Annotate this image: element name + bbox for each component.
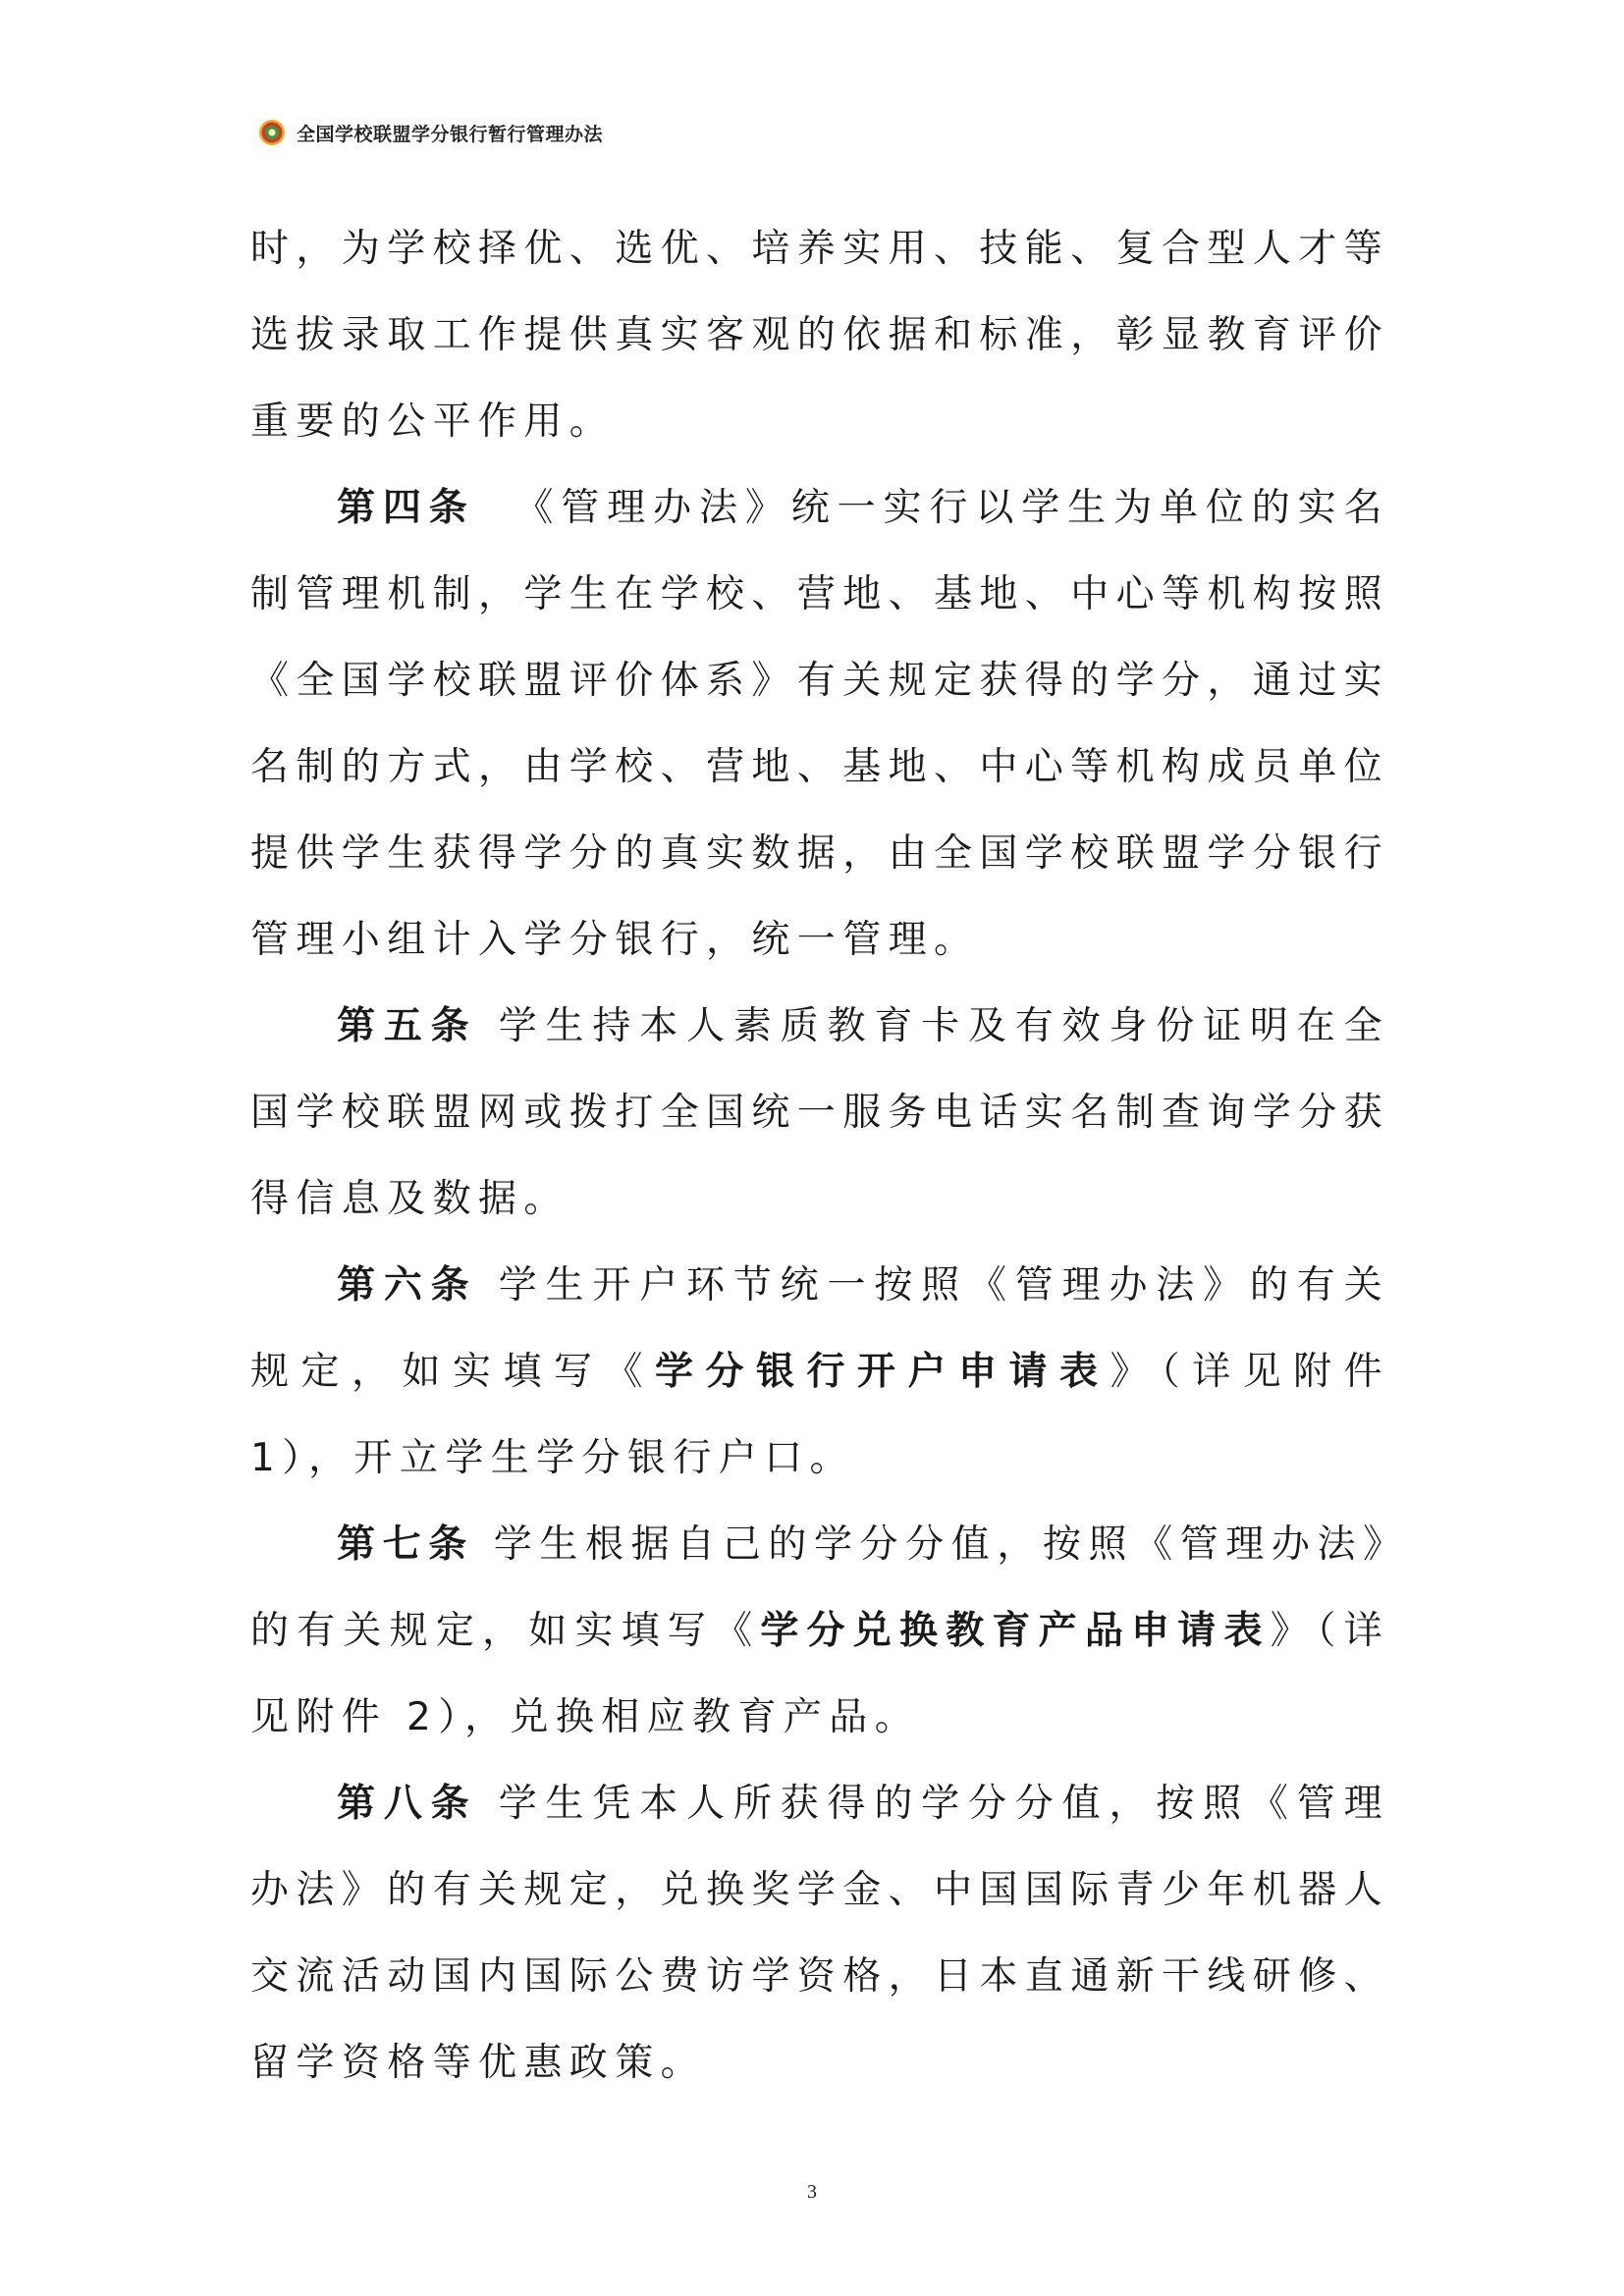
article-text: 》（详见附件 1），开立学生学分银行户口。: [250, 1350, 1389, 1480]
article-text: 学生凭本人所获得的学分分值，按照《管理办法》的有关规定，兑换奖学金、中国国际青少年机器人交流活动国内国际公费访学资格，日本直通新干线研修、留学资格等优惠政策。: [250, 1782, 1390, 2085]
article-label: 第七条: [337, 1522, 474, 1567]
document-title: 全国学校联盟学分银行暂行管理办法: [297, 123, 604, 145]
document-body: [250, 206, 1389, 2107]
article-label: 第五条: [337, 1004, 478, 1048]
article-label: 第四条: [337, 486, 475, 530]
article-7: [250, 1502, 1389, 1761]
page-number: 3: [807, 2181, 817, 2203]
article-8: [250, 1761, 1389, 2107]
school-alliance-emblem-icon: [257, 118, 287, 147]
form-title-account-application: 学分银行开户申请表: [655, 1350, 1110, 1394]
article-6: [250, 1243, 1389, 1502]
article-text: 学生根据自己的学分分值，按照《管理办法》的有关规定，如实填写《: [250, 1522, 1389, 1653]
page-header: [257, 118, 603, 147]
continuation-paragraph: 时，为学校择优、选优、培养实用、技能、复合型人才等选拔录取工作提供真实客观的依据和标准，彰显教育评价重要的公平作用。: [250, 227, 1390, 444]
article-label: 第八条: [337, 1782, 478, 1826]
article-text: 》（详见附件 2），兑换相应教育产品。: [250, 1609, 1390, 1739]
article-5: [250, 984, 1389, 1243]
article-text: 学生开户环节统一按照《管理办法》的有关规定，如实填写《: [250, 1263, 1389, 1394]
article-text: 学生持本人素质教育卡及有效身份证明在全国学校联盟网或拨打全国统一服务电话实名制查询学分获得信息及数据。: [250, 1004, 1390, 1221]
article-4: [250, 465, 1389, 984]
article-text: 《管理办法》统一实行以学生为单位的实名制管理机制，学生在学校、营地、基地、中心等机构按照《全国学校联盟评价体系》有关规定获得的学分，通过实名制的方式，由学校、营地、基地、中心等机构成员单位提供学生获得学分的真实数据，由全国学校联盟学分银行管理小组计入学分银行，统一管理。: [250, 486, 1390, 962]
form-title-credit-exchange: 学分兑换教育产品申请表: [760, 1609, 1271, 1653]
article-label: 第六条: [337, 1263, 478, 1308]
